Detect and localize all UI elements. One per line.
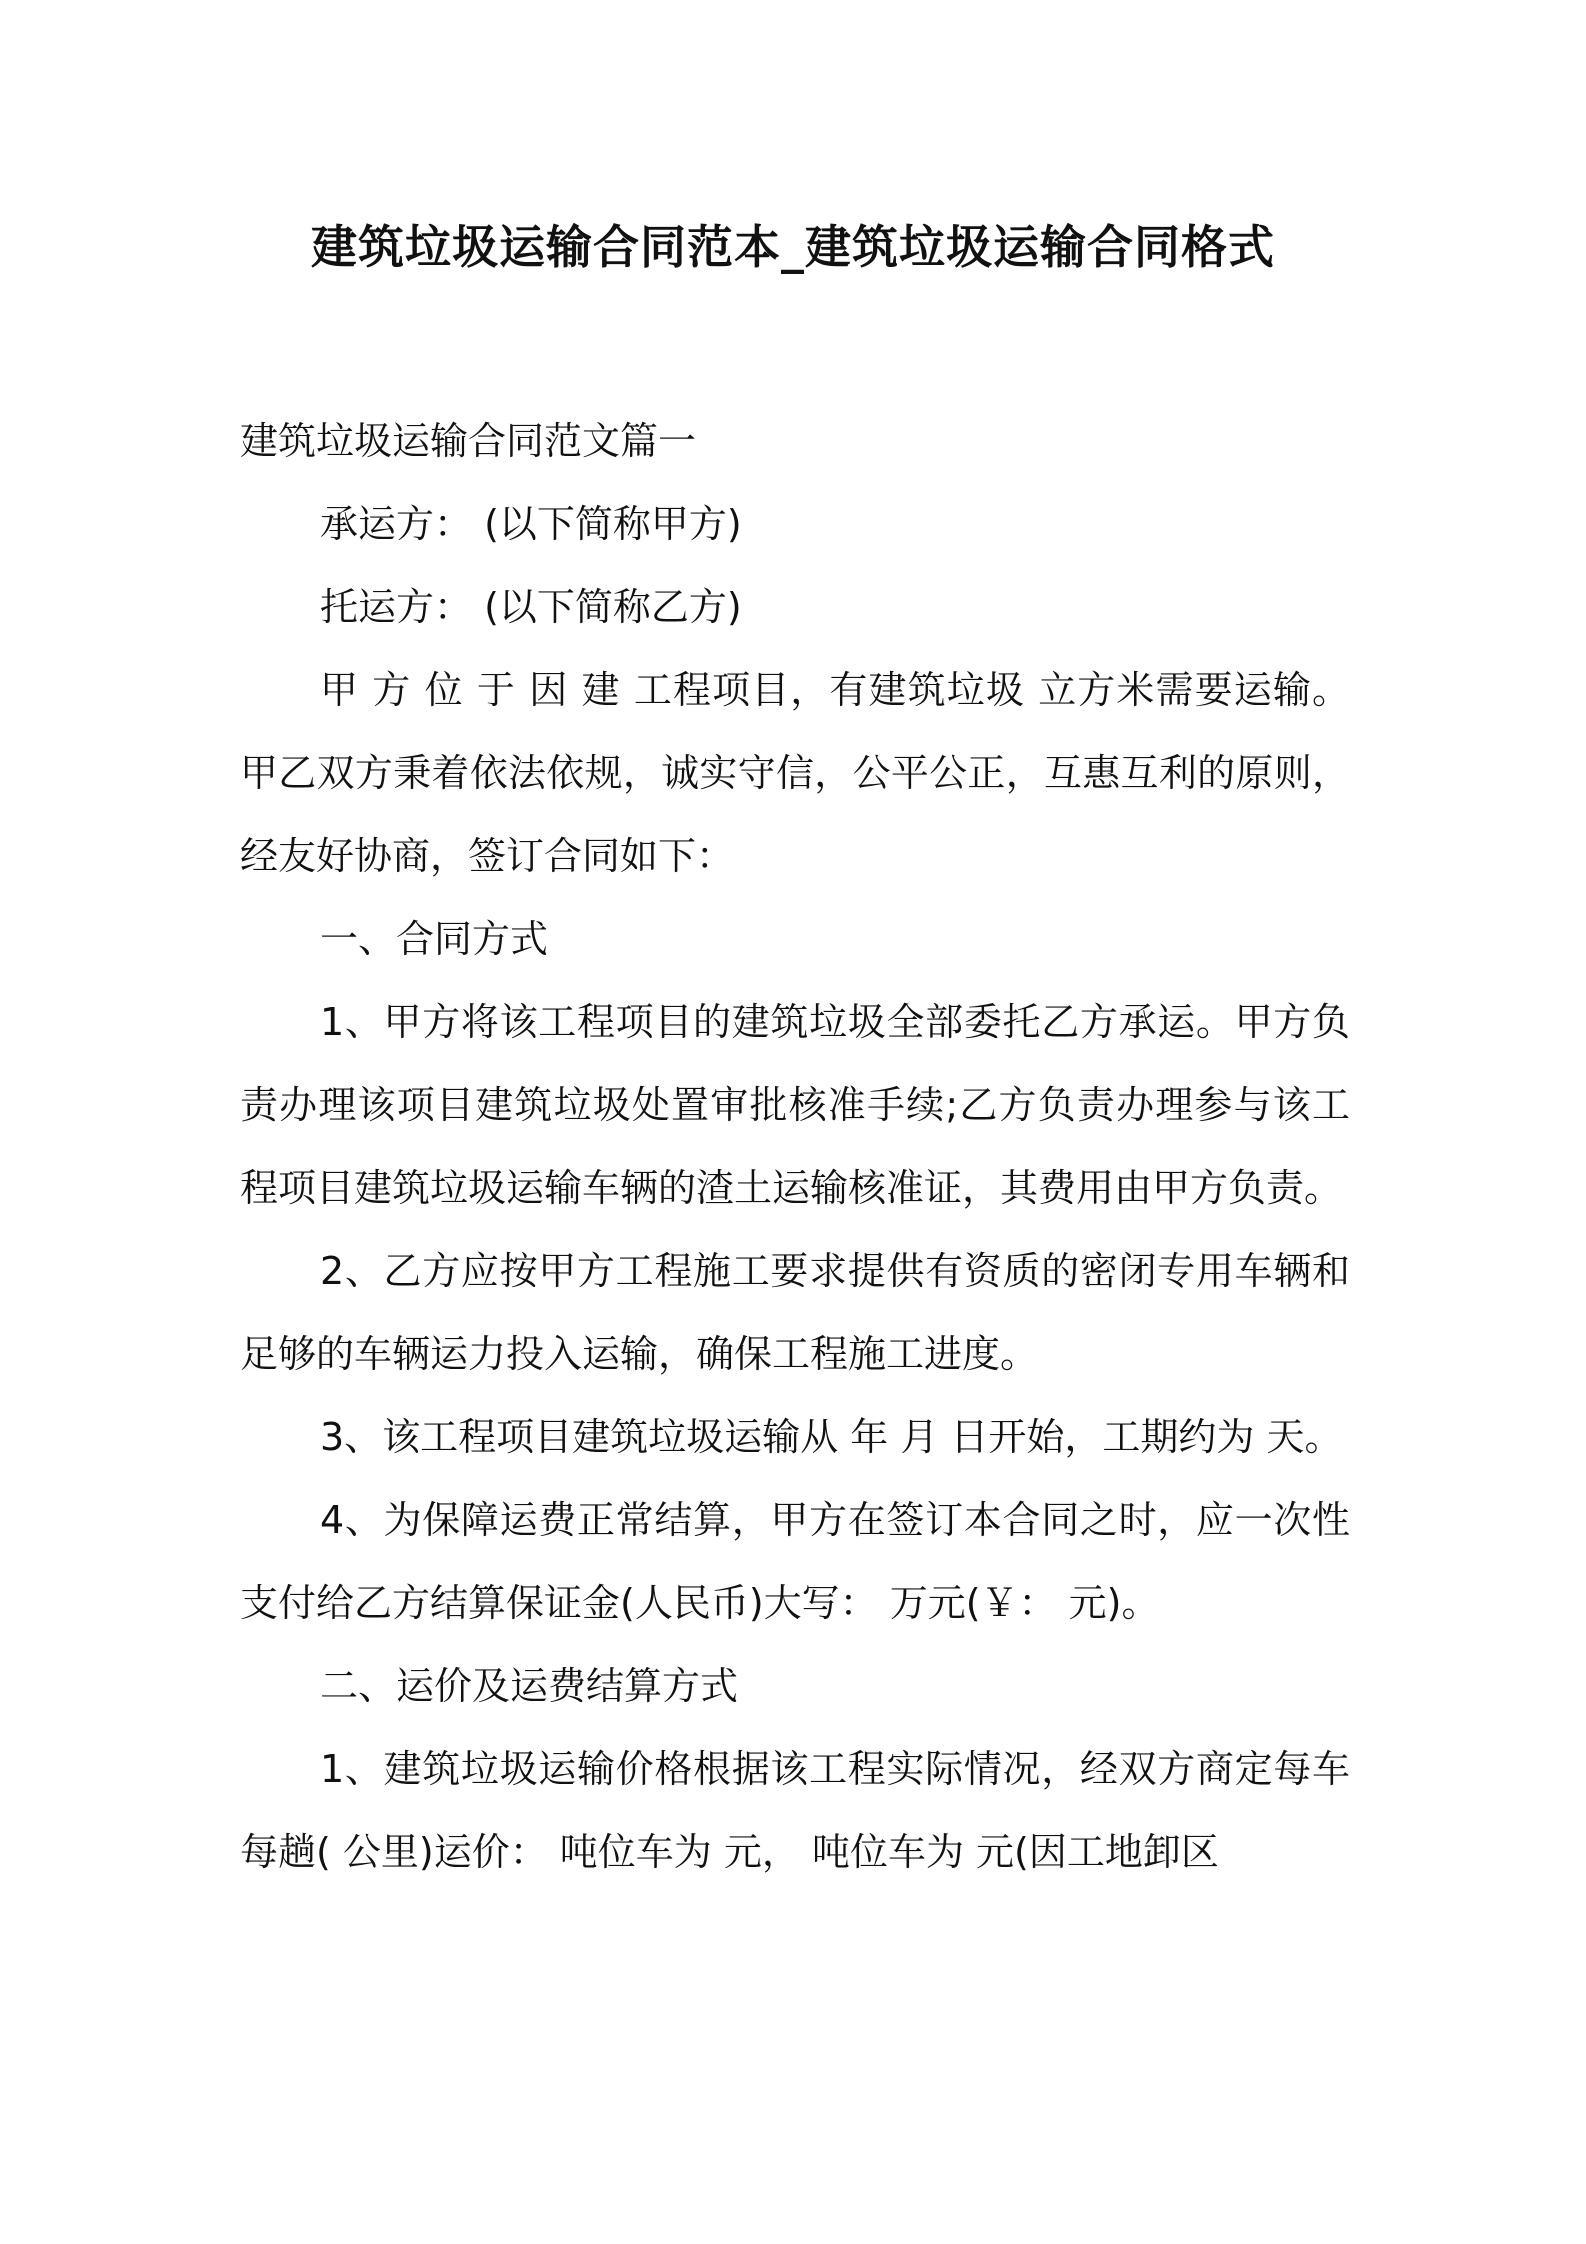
party-shipper-line: 托运方： (以下简称乙方) — [320, 585, 742, 629]
clause-1-3: 3、该工程项目建筑垃圾运输从 年 月 日开始，工期约为 天。 — [320, 1415, 1343, 1459]
clause-heading-freight: 二、运价及运费结算方式 — [320, 1664, 739, 1708]
party-carrier-line: 承运方： (以下简称甲方) — [320, 502, 742, 546]
clause-2-1: 1、建筑垃圾运输价格根据该工程实际情况，经双方商定每车每趟( 公里)运价： 吨位车为 元， 吨位车为 元(因工地卸区 — [240, 1747, 1350, 1874]
clause-1-2: 2、乙方应按甲方工程施工要求提供有资质的密闭专用车辆和足够的车辆运力投入运输，确保工程施工进度。 — [240, 1249, 1350, 1376]
intro-paragraph: 甲 方 位 于 因 建 工程项目，有建筑垃圾 立方米需要运输。甲乙双方秉着依法依规，诚实守信，公平公正，互惠互利的原则，经友好协商，签订合同如下： — [240, 668, 1350, 878]
document-title: 建筑垃圾运输合同范本_建筑垃圾运输合同格式 — [311, 220, 1275, 274]
clause-heading-contract-method: 一、合同方式 — [320, 917, 549, 961]
document-body — [240, 400, 1350, 1894]
section-heading-article-one: 建筑垃圾运输合同范文篇一 — [240, 419, 697, 463]
clause-1-4: 4、为保障运费正常结算，甲方在签订本合同之时，应一次性支付给乙方结算保证金(人民币)大写： 万元(￥： 元)。 — [240, 1498, 1350, 1625]
clause-1-1: 1、甲方将该工程项目的建筑垃圾全部委托乙方承运。甲方负责办理该项目建筑垃圾处置审批核准手续;乙方负责办理参与该工程项目建筑垃圾运输车辆的渣土运输核准证，其费用由甲方负责。 — [240, 1000, 1350, 1210]
